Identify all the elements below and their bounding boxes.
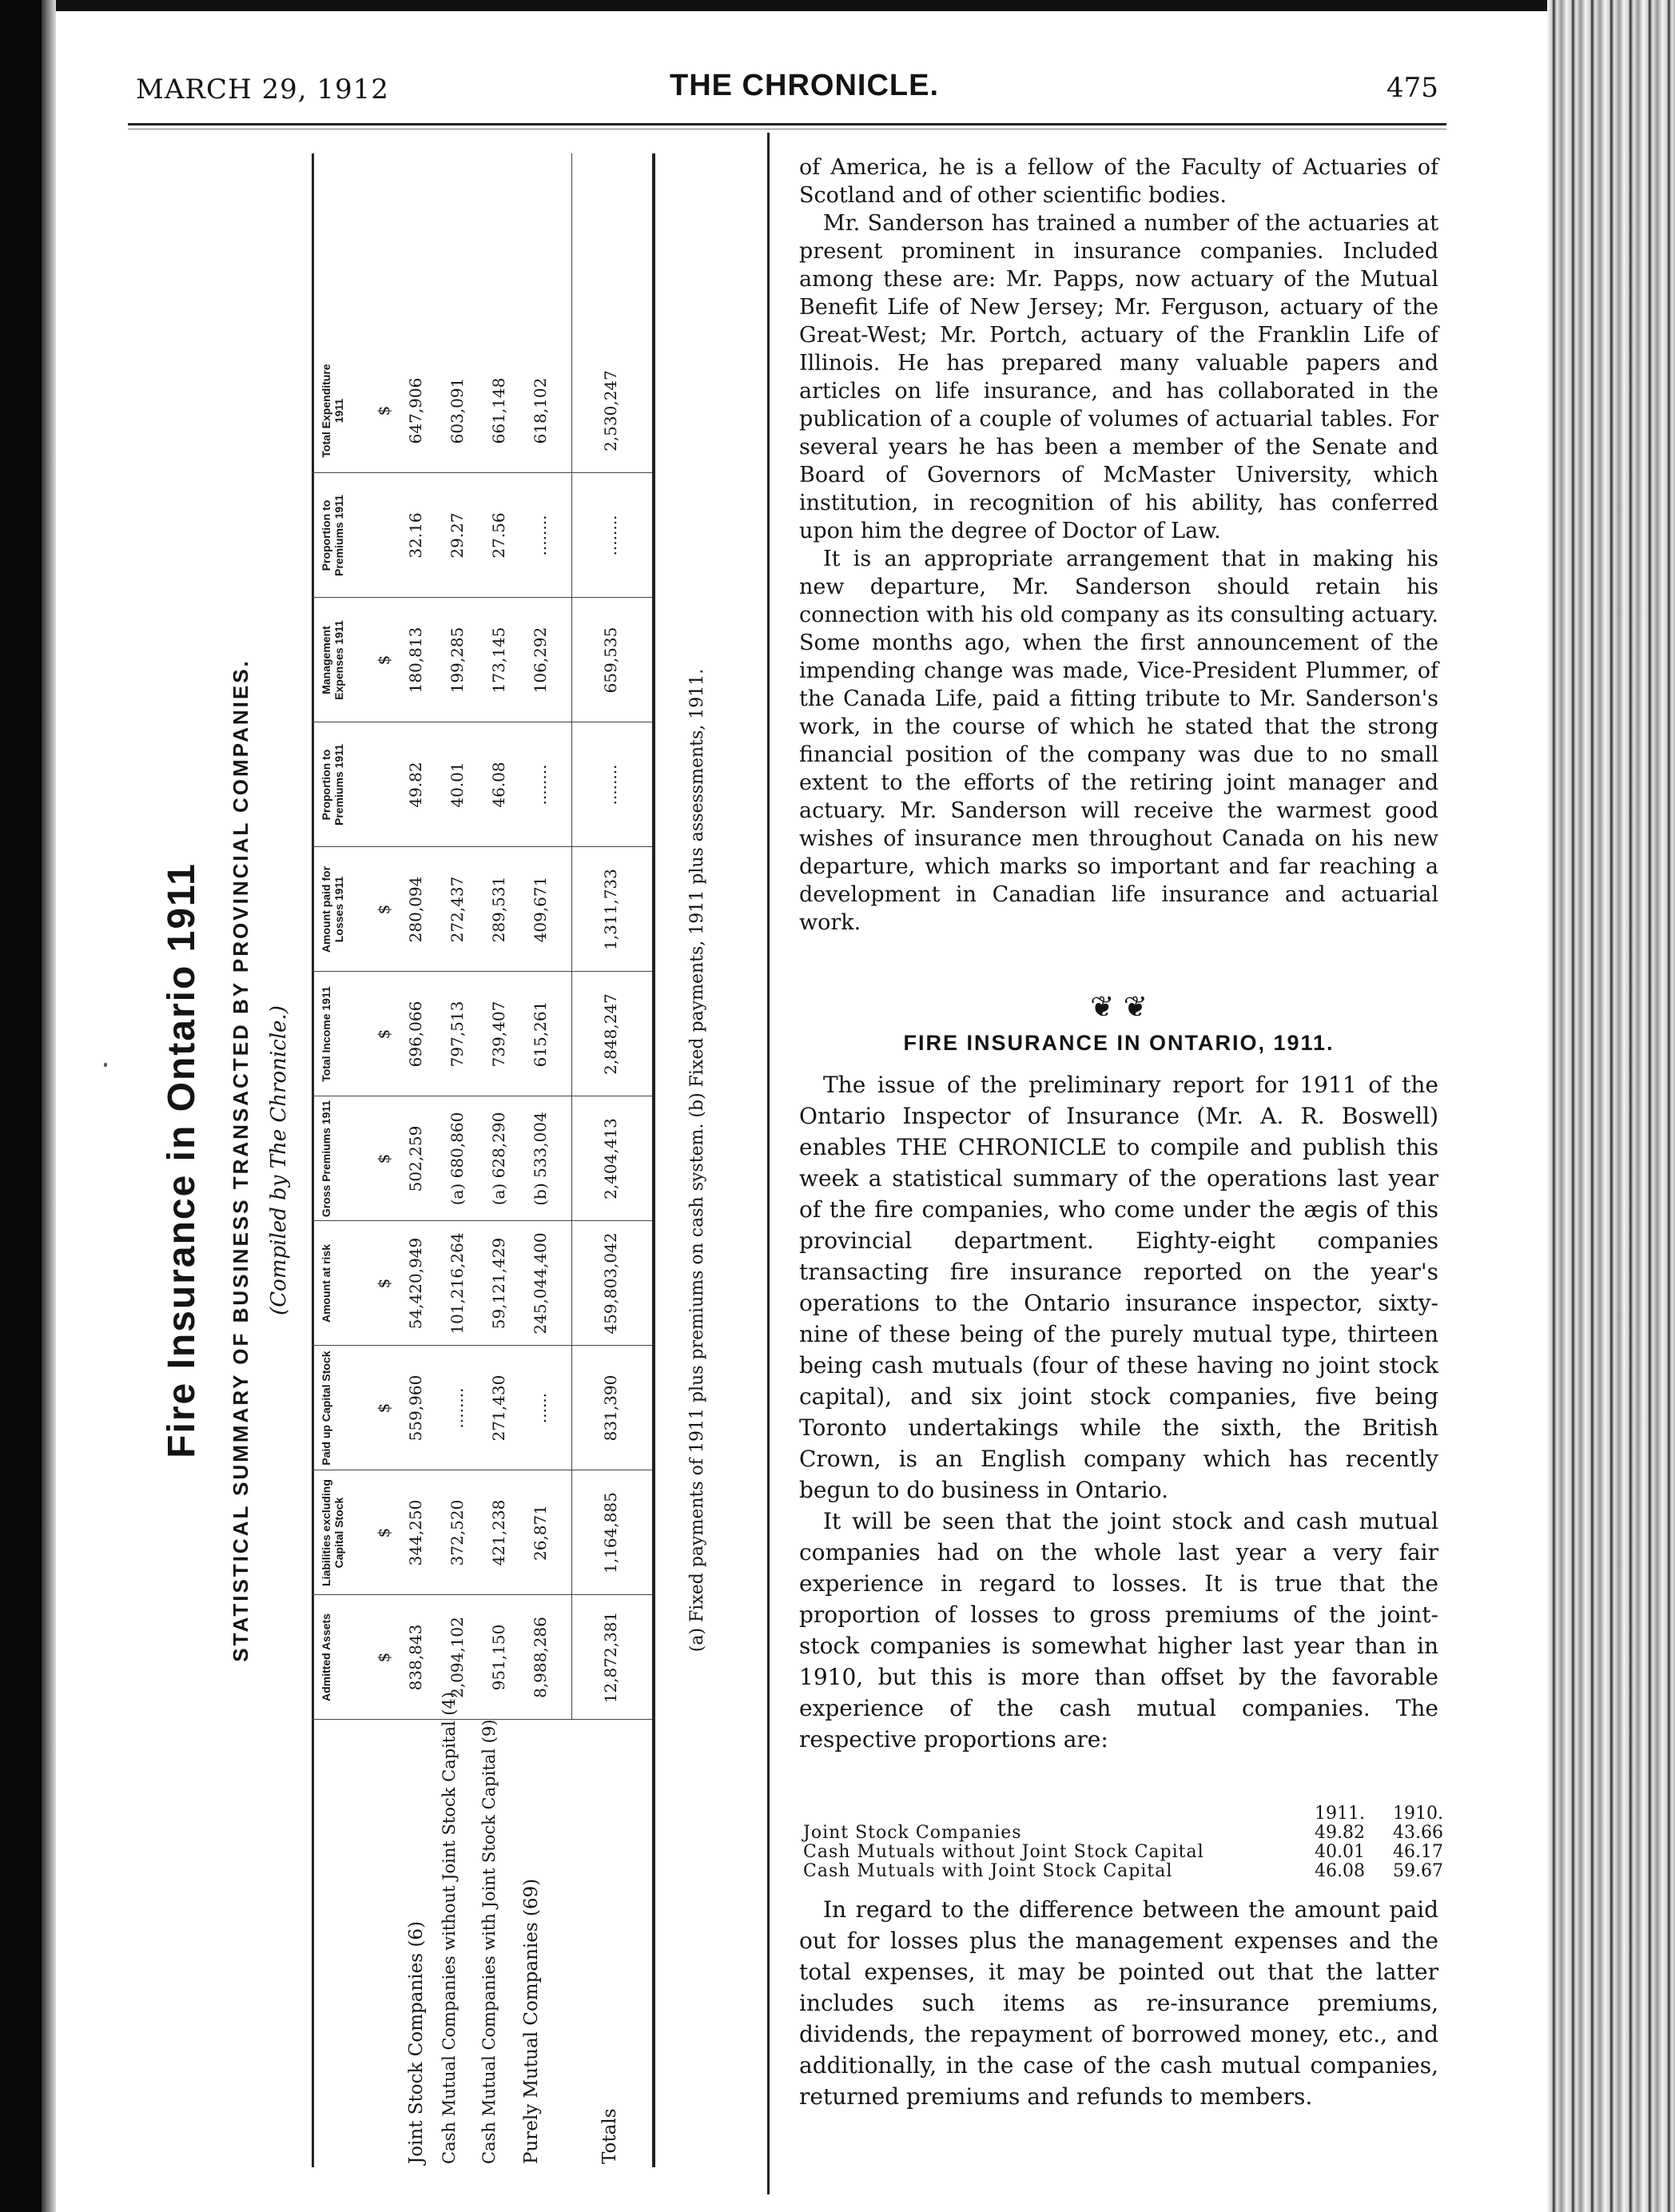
table-cell: 739,407 bbox=[489, 1001, 508, 1068]
rotated-table-section bbox=[160, 153, 735, 2167]
table-subtitle: STATISTICAL SUMMARY OF BUSINESS TRANSACTED BY PROVINCIAL COMPANIES. bbox=[229, 658, 253, 1662]
table-bottom-rule bbox=[652, 153, 655, 2167]
col-head-amount-at-risk: Amount at risk bbox=[320, 1244, 332, 1323]
col-head-paid-up-capital: Paid up Capital Stock bbox=[320, 1351, 332, 1466]
table-top-rule bbox=[312, 153, 314, 2167]
table-cell: 29.27 bbox=[448, 512, 467, 559]
table-cell: 647,906 bbox=[406, 377, 425, 444]
book-binding-edge bbox=[1547, 0, 1675, 2212]
proportion-row bbox=[803, 1823, 1443, 1843]
fire-insurance-heading: FIRE INSURANCE IN ONTARIO, 1911. bbox=[903, 1031, 1335, 1055]
table-cell: 54,420,949 bbox=[406, 1237, 425, 1330]
table-cell: 502,259 bbox=[406, 1125, 425, 1192]
proportion-1911: 40.01 bbox=[1315, 1842, 1365, 1862]
table-cell: 49.82 bbox=[406, 762, 425, 808]
proportion-row bbox=[803, 1861, 1443, 1881]
table-cell: 245,044,400 bbox=[531, 1232, 550, 1335]
totals-cell: 12,872,381 bbox=[601, 1611, 620, 1704]
paragraph: It will be seen that the joint stock and cash mutual companies had on the whole last year a very fair experience in regard to losses. It is true that the proportion of losses to gross premiums of the joint-stock companies is somewhat higher last year than in 1910, but this is more than offset by the favorable experience of the cash mutual companies. The respective proportions are: bbox=[799, 1508, 1438, 1752]
totals-cell: 2,530,247 bbox=[601, 370, 620, 452]
table-cell: 40.01 bbox=[448, 762, 467, 808]
currency-mark: $ bbox=[374, 1402, 393, 1414]
col-head-loss-proportion: Proportion to Premiums 1911 bbox=[320, 744, 345, 826]
totals-cell: ........ bbox=[601, 764, 620, 806]
row-label-joint-stock: Joint Stock Companies (6) bbox=[406, 1921, 427, 2164]
proportion-row bbox=[803, 1842, 1443, 1862]
table-cell: 289,531 bbox=[489, 876, 508, 943]
table-cell: 603,091 bbox=[448, 377, 467, 444]
table-cell: 271,430 bbox=[489, 1375, 508, 1442]
totals-cell: 2,404,413 bbox=[601, 1118, 620, 1199]
totals-cell: 2,848,247 bbox=[601, 993, 620, 1075]
table-cell: 409,671 bbox=[531, 876, 550, 943]
totals-cell: 1,311,733 bbox=[601, 869, 620, 950]
year-header: 1911. bbox=[1315, 1804, 1365, 1824]
col-head-management-expenses: Management Expenses 1911 bbox=[320, 620, 345, 700]
proportion-name: Cash Mutuals without Joint Stock Capital bbox=[803, 1842, 1204, 1862]
table-cell: 661,148 bbox=[489, 377, 508, 444]
table-cell: 101,216,264 bbox=[448, 1232, 467, 1335]
table-cell: 797,513 bbox=[448, 1001, 467, 1068]
proportion-name: Joint Stock Companies bbox=[803, 1823, 1022, 1843]
table-cell: 372,520 bbox=[448, 1499, 467, 1566]
scan-left-edge bbox=[0, 0, 42, 2212]
scan-speck bbox=[104, 1063, 107, 1067]
currency-mark: $ bbox=[374, 904, 393, 915]
col-head-losses-paid: Amount paid for Losses 1911 bbox=[320, 865, 345, 953]
paragraph: of America, he is a fellow of the Faculty of Actuaries of Scotland and of other scientific bodies. bbox=[799, 155, 1438, 208]
page-header bbox=[128, 69, 1438, 117]
table-cell: 106,292 bbox=[531, 627, 550, 694]
fire-insurance-article bbox=[799, 1069, 1438, 1755]
paragraph: Mr. Sanderson has trained a number of the actuaries at present prominent in insurance companies. Included among these are: Mr. Papps, now actuary of the Mutual Benefit Life of New Jersey; Mr. Ferguson, actuary of the Great-West; Mr. Portch, actuary of the Franklin Life of Illinois. He has prepared many valuable papers and articles on life insurance, and has collaborated in the publication of a couple of volumes of actuarial tables. For several years he has been a member of the Senate and Board of Governors of McMaster University, which institution, in recognition of his ability, has conferred upon him the degree of Doctor of Law. bbox=[799, 211, 1438, 543]
col-head-total-expenditure: Total Expenditure 1911 bbox=[320, 364, 345, 458]
table-cell: ........ bbox=[531, 515, 550, 556]
col-head-gross-premiums: Gross Premiums 1911 bbox=[320, 1100, 332, 1218]
page-number: 475 bbox=[1387, 72, 1438, 104]
proportion-1911: 46.08 bbox=[1315, 1861, 1365, 1881]
totals-separator bbox=[571, 153, 572, 1720]
scan-top-edge bbox=[0, 0, 1675, 11]
row-label-totals: Totals bbox=[599, 2108, 620, 2164]
table-cell: ........ bbox=[448, 1387, 467, 1429]
proportion-1910: 46.17 bbox=[1393, 1842, 1443, 1862]
table-cell: 559,960 bbox=[406, 1375, 425, 1442]
table-cell: ........ bbox=[531, 764, 550, 806]
totals-cell: 459,803,042 bbox=[601, 1232, 620, 1335]
column-divider bbox=[767, 133, 770, 2194]
row-label-purely-mutual: Purely Mutual Companies (69) bbox=[521, 1878, 542, 2164]
currency-mark: $ bbox=[374, 1527, 393, 1538]
paragraph: It is an appropriate arrangement that in making his new departure, Mr. Sanderson should retain his connection with his old company as its consulting actuary. Some months ago, when the first announcement of the impending change was made, Vice-President Plummer, of the Canada Life, paid a fitting tribute to Mr. Sanderson's work, in the course of which he stated that the strong financial position of the company was due to no small extent to the efforts of the retiring joint manager and actuary. Mr. Sanderson will receive the warmest good wishes of insurance men throughout Canada on his new departure, which marks so important and far reaching a development in Canadian life insurance and actuarial work. bbox=[799, 547, 1438, 935]
row-label-cash-mutual-with: Cash Mutual Companies with Joint Stock Capital (9) bbox=[479, 1719, 499, 2164]
statistics-table bbox=[312, 153, 655, 2167]
table-cell: 2,094,102 bbox=[448, 1617, 467, 1698]
table-cell: 199,285 bbox=[448, 627, 467, 694]
table-footnote: (a) Fixed payments of 1911 plus premiums on cash system. (b) Fixed payments, 1911 plus assessments, 1911. bbox=[687, 668, 707, 1653]
table-cell: 27.56 bbox=[489, 512, 508, 559]
table-cell: 272,437 bbox=[448, 876, 467, 943]
table-cell: 421,238 bbox=[489, 1499, 508, 1566]
col-head-liabilities: Liabilities excluding Capital Stock bbox=[320, 1479, 345, 1586]
table-cell: 618,102 bbox=[531, 377, 550, 444]
table-cell: (b) 533,004 bbox=[531, 1112, 550, 1206]
table-cell: 838,843 bbox=[406, 1624, 425, 1691]
table-cell: 46.08 bbox=[489, 762, 508, 808]
table-cell: (a) 680,860 bbox=[448, 1112, 467, 1206]
table-cell: 951,150 bbox=[489, 1624, 508, 1691]
table-cell: ...... bbox=[531, 1392, 550, 1424]
currency-mark: $ bbox=[374, 1153, 393, 1164]
row-label-cash-mutual-without: Cash Mutual Companies without Joint Stock Capital (4) bbox=[440, 1691, 459, 2164]
table-cell: 280,094 bbox=[406, 876, 425, 943]
fire-insurance-closing bbox=[799, 1894, 1438, 2112]
totals-cell: ........ bbox=[601, 515, 620, 556]
table-cell: 180,813 bbox=[406, 627, 425, 694]
section-ornament: ❦ ❦ bbox=[1090, 991, 1148, 1024]
scan-left-shadow bbox=[42, 0, 56, 2212]
col-head-expense-proportion: Proportion to Premiums 1911 bbox=[320, 495, 345, 576]
table-cell: 59,121,429 bbox=[489, 1237, 508, 1330]
issue-date: MARCH 29, 1912 bbox=[136, 74, 389, 105]
publication-title: THE CHRONICLE. bbox=[670, 69, 939, 102]
table-credit: (Compiled by The Chronicle.) bbox=[267, 1005, 291, 1315]
table-cell: 32.16 bbox=[406, 512, 425, 559]
proportion-1911: 49.82 bbox=[1315, 1823, 1365, 1843]
table-cell: 8,988,286 bbox=[531, 1617, 550, 1698]
paragraph: The issue of the preliminary report for 1911 of the Ontario Inspector of Insurance (Mr. A. R. Boswell) enables THE CHRONICLE to compile and publish this week a statistical summary of the operations last year of the fire companies, who come under the ægis of this provincial department. Eighty-eight companies transacting fire insurance reported on the year's operations to the Ontario insurance inspector, sixty-nine of these being of the purely mutual type, thirteen being cash mutuals (four of these having no joint stock capital), and six joint stock companies, five being Toronto undertakings while the sixth, the British Crown, is an English company which has recently begun to do business in Ontario. bbox=[799, 1072, 1438, 1503]
totals-cell: 831,390 bbox=[601, 1375, 620, 1442]
paragraph: In regard to the difference between the amount paid out for losses plus the management expenses and the total expenses, it may be pointed out that the latter includes such items as re-insurance premiums, dividends, the repayment of borrowed money, etc., and additionally, in the case of the cash mutual companies, returned premiums and refunds to members. bbox=[799, 1896, 1438, 2110]
currency-mark: $ bbox=[374, 1028, 393, 1040]
table-cell: 344,250 bbox=[406, 1499, 425, 1566]
col-head-total-income: Total Income 1911 bbox=[320, 986, 332, 1082]
table-cell: 173,145 bbox=[489, 627, 508, 694]
table-cell: 615,261 bbox=[531, 1001, 550, 1068]
table-cell: (a) 628,290 bbox=[489, 1112, 508, 1206]
table-title: Fire Insurance in Ontario 1911 bbox=[161, 862, 203, 1458]
table-cell: 26,871 bbox=[531, 1505, 550, 1561]
proportion-1910: 43.66 bbox=[1393, 1823, 1443, 1843]
currency-mark: $ bbox=[374, 1278, 393, 1289]
table-cell: 696,066 bbox=[406, 1001, 425, 1068]
totals-cell: 659,535 bbox=[601, 627, 620, 694]
year-header: 1910. bbox=[1393, 1804, 1443, 1824]
proportion-name: Cash Mutuals with Joint Stock Capital bbox=[803, 1861, 1173, 1881]
article-continuation bbox=[799, 153, 1438, 937]
currency-mark: $ bbox=[374, 654, 393, 666]
currency-mark: $ bbox=[374, 405, 393, 416]
proportion-1910: 59.67 bbox=[1393, 1861, 1443, 1881]
header-rule bbox=[128, 123, 1446, 125]
currency-mark: $ bbox=[374, 1652, 393, 1663]
totals-cell: 1,164,885 bbox=[601, 1492, 620, 1573]
col-head-admitted-assets: Admitted Assets bbox=[320, 1613, 332, 1701]
